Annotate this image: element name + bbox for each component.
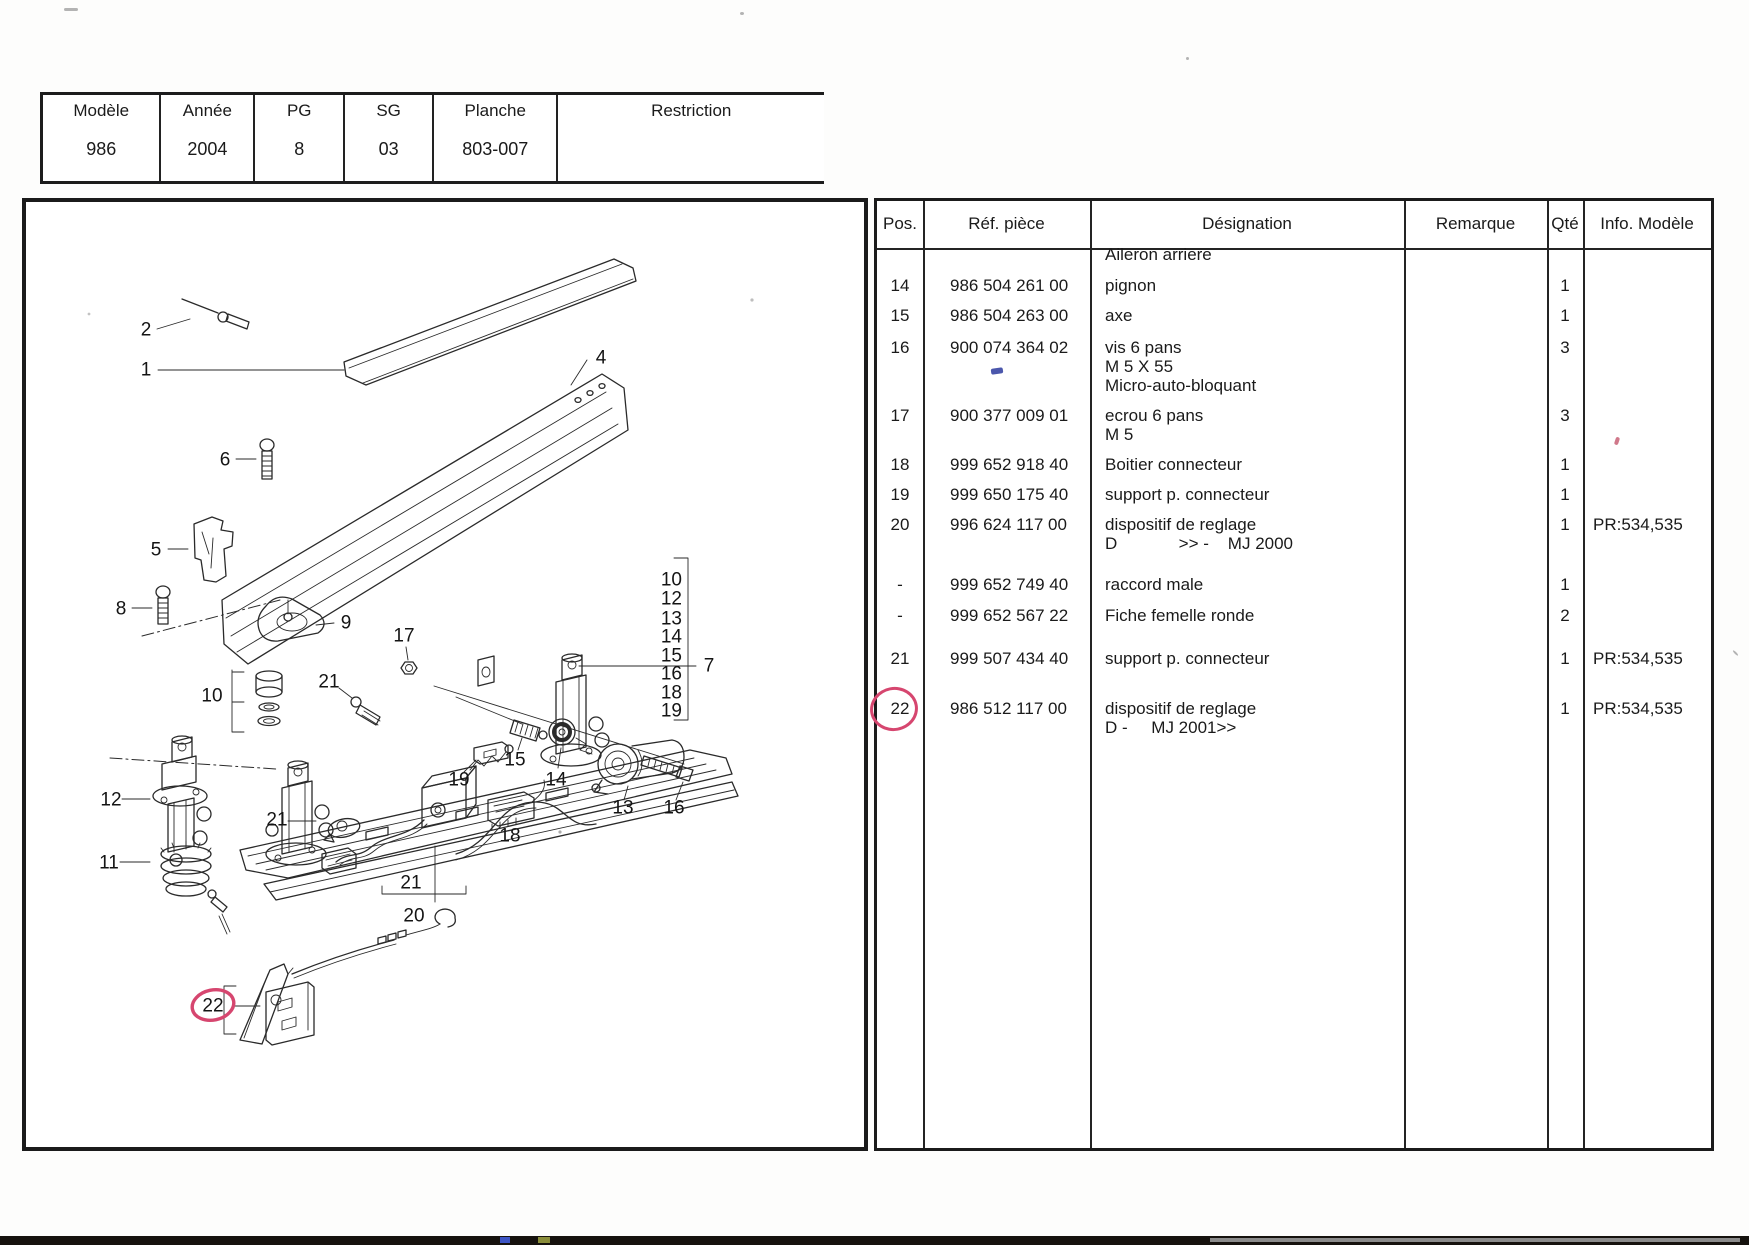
diagram-callout: 7 — [703, 655, 715, 677]
designation-line: pignon — [1105, 276, 1157, 295]
pin-part-2 — [157, 299, 249, 329]
cell-designation — [1105, 699, 1256, 737]
cell-designation — [1105, 515, 1293, 553]
cell-qty: 1 — [1560, 455, 1570, 474]
cell-ref: 999 652 918 40 — [950, 455, 1069, 474]
header-col-annee — [161, 95, 255, 181]
cell-pos: 16 — [890, 338, 910, 357]
header-value: 986 — [86, 139, 117, 159]
scan-speck — [88, 313, 91, 316]
cell-ref: 900 074 364 02 — [950, 338, 1069, 357]
cell-ref: 986 504 261 00 — [950, 276, 1069, 295]
spoiler-blade-4 — [219, 360, 628, 664]
cell-pos: 22 — [890, 699, 910, 718]
exploded-diagram — [26, 202, 864, 1147]
header-label: SG — [376, 101, 401, 120]
cell-qty: 1 — [1560, 649, 1570, 668]
bushing-stack-10 — [232, 670, 282, 732]
diagram-callout: 19 — [448, 769, 470, 791]
designation-line: Boitier connecteur — [1105, 455, 1243, 474]
screw-21 — [339, 688, 380, 725]
screw-6 — [236, 439, 274, 479]
cell-qty: 1 — [1560, 276, 1570, 295]
header-col-modele — [43, 95, 161, 181]
cell-qty: 2 — [1560, 606, 1570, 625]
diagram-callout: 17 — [393, 625, 415, 647]
diagram-callout: 10 — [201, 685, 223, 707]
diagram-callout: 21 — [318, 671, 340, 693]
scan-noise — [538, 1237, 550, 1243]
scan-speck — [750, 298, 753, 301]
header-col-restriction — [558, 95, 824, 181]
scan-speck — [740, 12, 744, 15]
diagram-callout: 9 — [340, 612, 352, 634]
col-header-qty: Qté — [1551, 214, 1579, 233]
diagram-callout: 21 — [266, 809, 288, 831]
diagram-callout: 14 — [660, 626, 682, 648]
cell-qty: 3 — [1560, 338, 1570, 357]
designation-line: dispositif de reglage — [1105, 699, 1257, 718]
cell-pos: 20 — [890, 515, 910, 534]
cell-qty: 1 — [1560, 306, 1570, 325]
cell-pos: - — [897, 575, 903, 594]
header-value: 2004 — [187, 139, 228, 159]
cell-pos: 18 — [890, 455, 910, 474]
header-value: 803-007 — [462, 139, 529, 159]
diagram-callout: 11 — [99, 852, 119, 874]
cell-qty: 3 — [1560, 406, 1570, 425]
cell-info: PR:534,535 — [1593, 515, 1683, 534]
cell-designation — [1105, 245, 1212, 264]
designation-line: support p. connecteur — [1105, 649, 1270, 668]
scan-noise — [1210, 1238, 1740, 1242]
cell-ref: 999 507 434 40 — [950, 649, 1069, 668]
cell-ref: 900 377 009 01 — [950, 406, 1069, 425]
cell-designation — [1105, 406, 1203, 444]
designation-line: D - MJ 2001>> — [1105, 718, 1237, 737]
diagram-callout: 5 — [150, 539, 162, 561]
diagram-callout: 8 — [115, 598, 127, 620]
catalog-header-table — [40, 92, 824, 184]
adjuster-assembly-22 — [224, 964, 314, 1045]
diagram-callout: 13 — [660, 608, 682, 630]
exploded-diagram-panel — [22, 198, 868, 1151]
bracket-5 — [168, 517, 233, 582]
designation-line: M 5 — [1105, 425, 1134, 444]
scan-speck — [1186, 57, 1189, 60]
diagram-callout: 4 — [595, 347, 607, 369]
diagram-callout: 15 — [504, 749, 526, 771]
cell-ref: 999 652 749 40 — [950, 575, 1069, 594]
cell-info: PR:534,535 — [1593, 699, 1683, 718]
cell-ref: 986 512 117 00 — [950, 699, 1067, 718]
col-header-designation: Désignation — [1202, 214, 1292, 233]
cell-pos: 19 — [890, 485, 910, 504]
cell-pos: - — [897, 606, 903, 625]
diagram-callout: 15 — [660, 645, 682, 667]
cell-pos: 17 — [890, 406, 910, 425]
mount-plate-9 — [142, 597, 334, 641]
cell-designation — [1105, 575, 1203, 594]
cell-designation — [1105, 455, 1242, 474]
gear-stack-11 — [120, 841, 230, 934]
designation-line: Micro-auto-bloquant — [1105, 376, 1257, 395]
cell-designation — [1105, 338, 1256, 395]
header-label: Année — [182, 101, 232, 120]
designation-line: Aileron arriere — [1105, 245, 1212, 264]
designation-line: axe — [1105, 306, 1133, 325]
cell-qty: 1 — [1560, 575, 1570, 594]
cell-designation — [1105, 276, 1156, 295]
designation-line: D >> - MJ 2000 — [1105, 534, 1294, 553]
scan-speck — [64, 8, 78, 11]
header-col-sg — [345, 95, 434, 181]
parts-table-rows — [877, 201, 1711, 1148]
designation-line: ecrou 6 pans — [1105, 406, 1204, 425]
worm-gear-15 — [510, 720, 547, 750]
cell-qty: 1 — [1560, 699, 1570, 718]
diagram-callout: 10 — [660, 569, 682, 591]
scan-speck — [558, 830, 561, 833]
col-header-ref: Réf. pièce — [968, 214, 1045, 233]
col-header-remark: Remarque — [1435, 214, 1516, 233]
diagram-callout: 18 — [499, 825, 521, 847]
header-label: Modèle — [73, 101, 130, 120]
designation-line: support p. connecteur — [1105, 485, 1270, 504]
diagram-callout: 18 — [660, 682, 682, 704]
designation-line: M 5 X 55 — [1105, 357, 1174, 376]
cell-ref: 999 652 567 22 — [950, 606, 1069, 625]
diagram-callout: 12 — [100, 789, 122, 811]
cell-designation — [1105, 606, 1254, 625]
screw-8 — [132, 586, 170, 624]
clip-21 — [288, 816, 362, 842]
cell-ref: 999 650 175 40 — [950, 485, 1069, 504]
cell-designation — [1105, 306, 1132, 325]
diagram-callout: 21 — [400, 872, 422, 894]
diagram-callout: 13 — [612, 797, 634, 819]
parts-table-panel — [874, 198, 1714, 1151]
col-header-info: Info. Modèle — [1600, 214, 1694, 233]
cable-hook — [292, 909, 455, 978]
cell-qty: 1 — [1560, 515, 1570, 534]
diagram-callout: 14 — [545, 769, 567, 791]
col-header-pos: Pos. — [882, 214, 918, 233]
scan-speck — [1732, 650, 1738, 656]
diagram-callout: 16 — [663, 797, 685, 819]
cell-designation — [1105, 485, 1269, 504]
diagram-callout: 20 — [403, 905, 425, 927]
header-label: Restriction — [651, 101, 732, 120]
cell-info: PR:534,535 — [1593, 649, 1683, 668]
header-label: PG — [286, 101, 312, 120]
diagram-callout: 22 — [202, 995, 224, 1017]
cell-designation — [1105, 649, 1269, 668]
highlight-circle — [867, 683, 922, 735]
designation-line: raccord male — [1105, 575, 1204, 594]
designation-line: vis 6 pans — [1105, 338, 1182, 357]
diagram-callout: 16 — [660, 663, 682, 685]
diagram-callout: 1 — [140, 359, 152, 381]
diagram-callout-labels — [99, 320, 714, 1025]
header-label: Planche — [464, 101, 526, 120]
diagram-callout: 19 — [660, 700, 682, 722]
cell-pos: 15 — [890, 306, 910, 325]
nut-17 — [401, 647, 417, 674]
cell-pos: 21 — [890, 649, 910, 668]
cell-pos: 14 — [890, 276, 910, 295]
designation-line: Fiche femelle ronde — [1105, 606, 1255, 625]
header-col-planche — [434, 95, 558, 181]
scan-noise — [500, 1237, 510, 1243]
cell-qty: 1 — [1560, 485, 1570, 504]
header-col-pg — [255, 95, 345, 181]
scan-edge-bar — [0, 1236, 1749, 1245]
diagram-callout: 12 — [660, 588, 682, 610]
diagram-callout: 6 — [219, 449, 231, 471]
header-value: 03 — [378, 139, 399, 159]
cell-ref: 996 624 117 00 — [950, 515, 1067, 534]
diagram-callout: 2 — [140, 319, 152, 341]
header-value: 8 — [294, 139, 305, 159]
designation-line: dispositif de reglage — [1105, 515, 1257, 534]
cell-ref: 986 504 263 00 — [950, 306, 1069, 325]
